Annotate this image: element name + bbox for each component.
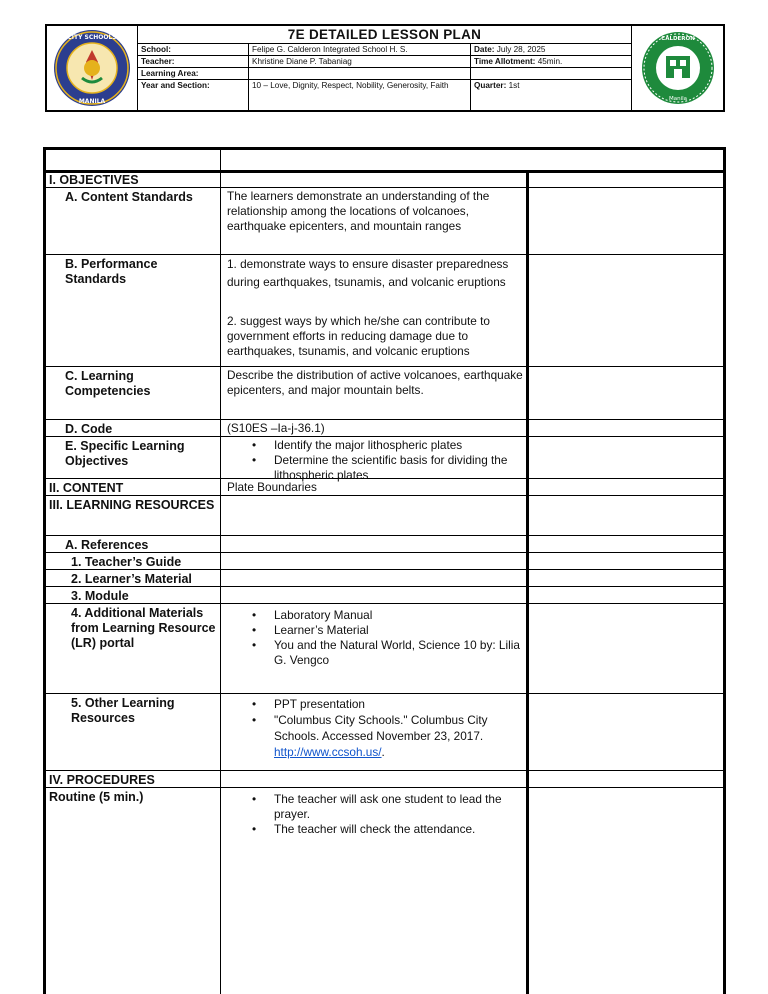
content-standards-label: A. Content Standards	[65, 190, 193, 204]
references-label: A. References	[65, 538, 149, 552]
other-resources-label: 5. Other Learning Resources	[71, 696, 175, 725]
learners-material-label: 2. Learner’s Material	[71, 572, 192, 586]
list-item: • Laboratory Manual	[227, 608, 523, 623]
additional-materials-list	[227, 608, 523, 668]
columbus-schools-link[interactable]: http://www.ccsoh.us/	[274, 745, 382, 759]
section-objectives: I. OBJECTIVES	[49, 173, 139, 187]
routine-list	[227, 792, 523, 837]
list-item: • Identify the major lithospheric plates	[227, 438, 523, 453]
list-item: • "Columbus City Schools." Columbus City Schools. Accessed November 23, 2017. http://www.ccsoh.us/.	[227, 712, 523, 760]
header-row-learning-area: Learning Area:	[138, 68, 631, 80]
header-row-teacher: Teacher: Khristine Diane P. Tabaniag Time Allotment: 45min.	[138, 56, 631, 68]
svg-text:Manila: Manila	[668, 96, 687, 102]
routine-label: Routine (5 min.)	[49, 790, 144, 804]
learning-competencies-text: Describe the distribution of active volcanoes, earthquake epicenters, and major mountain belts.	[227, 368, 523, 397]
left-logo-cell	[47, 26, 138, 110]
school-seal-icon	[640, 30, 716, 106]
content-standards-text: The learners demonstrate an understanding of the relationship among the locations of volcanoes, earthquake epicenters, and mountain ranges	[227, 189, 490, 233]
list-item: • Determine the scientific basis for dividing the lithospheric plates	[227, 453, 523, 483]
performance-standards-text-1: 1. demonstrate ways to ensure disaster preparedness during earthquakes, tsunamis, and volcanic eruptions	[227, 257, 509, 289]
lesson-plan-header	[45, 24, 725, 112]
other-resources-list	[227, 696, 523, 760]
list-item: • PPT presentation	[227, 696, 523, 712]
list-item: • You and the Natural World, Science 10 by: Lilia G. Vengco	[227, 638, 523, 668]
right-logo-cell	[631, 26, 723, 110]
code-text: (S10ES –Ia-j-36.1)	[227, 421, 325, 435]
list-item: • Learner’s Material	[227, 623, 523, 638]
specific-objectives-label: E. Specific Learning Objectives	[65, 439, 185, 468]
teachers-guide-label: 1. Teacher’s Guide	[71, 555, 182, 569]
section-learning-resources: III. LEARNING RESOURCES	[49, 498, 215, 512]
additional-materials-label: 4. Additional Materials from Learning Resource (LR) portal	[71, 606, 216, 650]
content-text: Plate Boundaries	[227, 480, 317, 494]
division-seal-icon	[52, 28, 132, 108]
performance-standards-label: B. Performance Standards	[65, 257, 158, 286]
list-item: • The teacher will check the attendance.	[227, 822, 523, 837]
section-content: II. CONTENT	[49, 481, 124, 495]
code-label: D. Code	[65, 422, 113, 436]
svg-text:CITY SCHOOLS: CITY SCHOOLS	[67, 34, 117, 41]
specific-objectives-list	[227, 438, 523, 483]
header-row-year-section: Year and Section: 10 – Love, Dignity, Respect, Nobility, Generosity, Faith Quarter: 1st	[138, 80, 631, 110]
document-title: 7E DETAILED LESSON PLAN	[138, 26, 631, 44]
header-row-school: School: Felipe G. Calderon Integrated School H. S. Date: July 28, 2025	[138, 44, 631, 56]
lesson-plan-table	[43, 147, 726, 994]
svg-text:CALDERON: CALDERON	[660, 36, 695, 42]
list-item: • The teacher will ask one student to lead the prayer.	[227, 792, 523, 822]
svg-text:MANILA: MANILA	[78, 98, 106, 105]
learning-competencies-label: C. Learning Competencies	[65, 369, 151, 398]
header-info	[138, 26, 631, 110]
performance-standards-text-2: 2. suggest ways by which he/she can contribute to government efforts in reducing damage due to earthquakes, tsunamis, and volcanic eruptions	[227, 314, 490, 358]
module-label: 3. Module	[71, 589, 129, 603]
section-procedures: IV. PROCEDURES	[49, 773, 155, 787]
